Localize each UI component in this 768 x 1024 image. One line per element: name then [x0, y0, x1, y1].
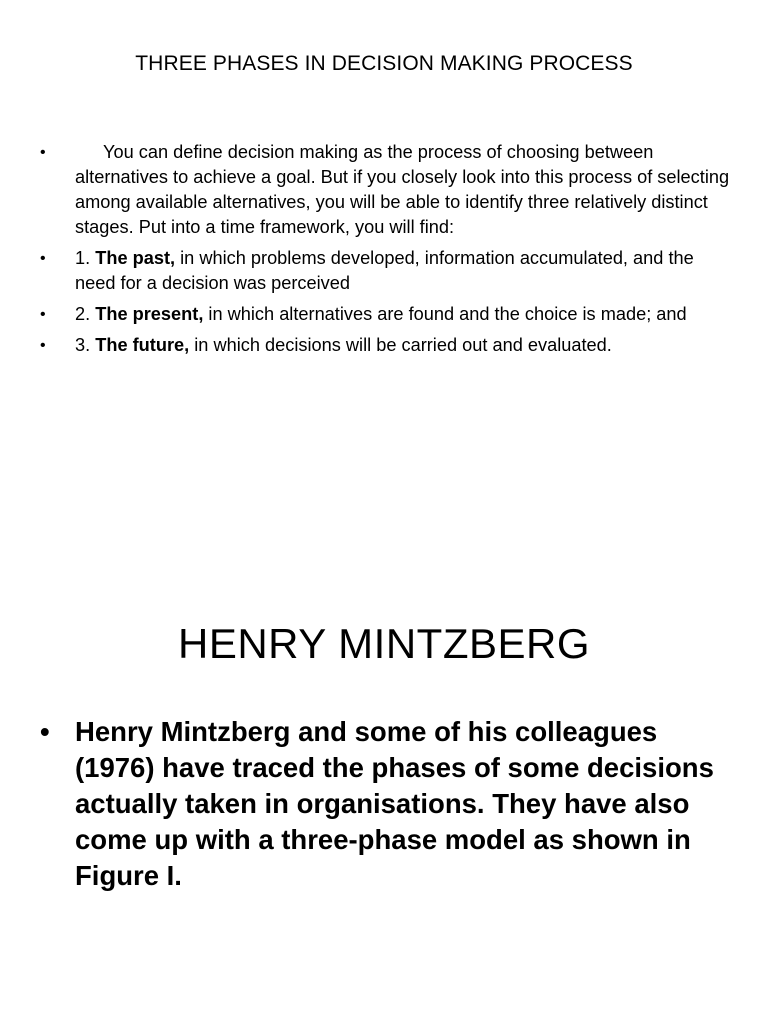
- item-heading: The present,: [95, 304, 204, 324]
- slide-1-bullet-list: [40, 140, 730, 364]
- slide-1: [0, 0, 768, 480]
- item-heading: The past,: [95, 248, 176, 268]
- list-item-past: [40, 246, 730, 296]
- list-item-intro: [40, 140, 730, 240]
- intro-text: You can define decision making as the process of choosing between alternatives to achieve a goal. But if you closely look into this process of selecting among available alternatives, you will be able to identify three relatively distinct stages. Put into a time framework, you will find:: [75, 142, 730, 237]
- item-text: in which decisions will be carried out and evaluated.: [189, 335, 612, 355]
- bullet-icon: •: [40, 716, 50, 747]
- bullet-icon: •: [40, 250, 46, 267]
- item-number: 1.: [75, 248, 96, 268]
- list-item-present: [40, 302, 730, 327]
- bullet-icon: •: [40, 144, 46, 161]
- slide-2-bullet-list: [40, 714, 730, 894]
- slide-2-title: HENRY MINTZBERG: [178, 620, 590, 667]
- item-text: in which alternatives are found and the choice is made; and: [203, 304, 687, 324]
- list-item-future: [40, 333, 730, 358]
- item-number: 2.: [75, 304, 96, 324]
- item-number: 3.: [75, 335, 96, 355]
- item-heading: The future,: [95, 335, 190, 355]
- bullet-icon: •: [40, 306, 46, 323]
- bullet-icon: •: [40, 337, 46, 354]
- body-text: Henry Mintzberg and some of his colleagues (1976) have traced the phases of some decisions actually taken in organisations. They have also come up with a three-phase model as shown in Figure I.: [75, 716, 714, 891]
- slide-1-title: THREE PHASES IN DECISION MAKING PROCESS: [135, 52, 633, 75]
- list-item-mintzberg: [40, 714, 730, 894]
- item-text: in which problems developed, information accumulated, and the need for a decision was perceived: [75, 248, 694, 293]
